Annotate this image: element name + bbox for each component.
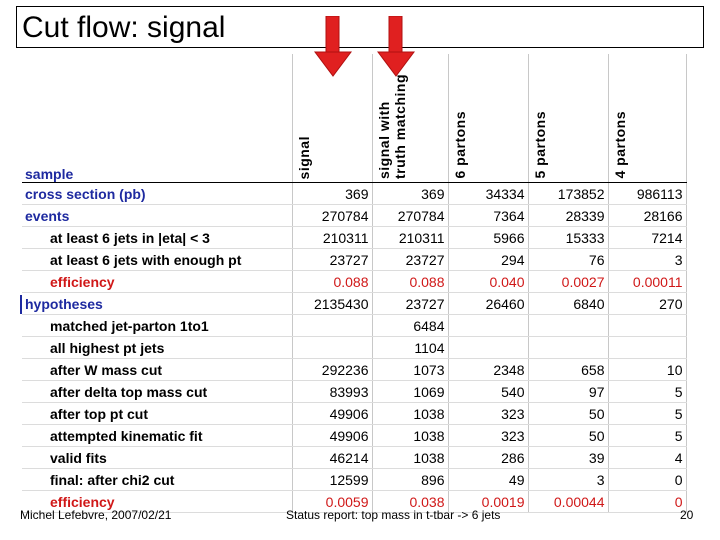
header-row (22, 54, 686, 183)
table-cell (292, 337, 372, 359)
row-label: hypotheses (22, 293, 292, 315)
table-cell: 540 (448, 381, 528, 403)
sample-header-label: sample (25, 166, 74, 182)
table-row (22, 205, 686, 227)
table-cell: 49906 (292, 403, 372, 425)
table-cell: 1038 (372, 447, 448, 469)
row-label: efficiency (22, 491, 292, 513)
table-cell: 0.0059 (292, 491, 372, 513)
row-label: after top pt cut (22, 403, 292, 425)
row-label: after W mass cut (22, 359, 292, 381)
row-label: at least 6 jets with enough pt (22, 249, 292, 271)
table-cell: 23727 (292, 249, 372, 271)
table-row (22, 293, 686, 315)
table-cell (608, 315, 686, 337)
cut-flow-table-container (22, 54, 686, 510)
table-cell: 7214 (608, 227, 686, 249)
table-cell: 270 (608, 293, 686, 315)
table-cell: 50 (528, 403, 608, 425)
table-cell: 173852 (528, 183, 608, 205)
table-cell: 2348 (448, 359, 528, 381)
table-cell: 46214 (292, 447, 372, 469)
table-cell: 369 (292, 183, 372, 205)
table-row (22, 447, 686, 469)
table-cell: 294 (448, 249, 528, 271)
table-cell: 369 (372, 183, 448, 205)
table-cell: 15333 (528, 227, 608, 249)
table-cell: 2135430 (292, 293, 372, 315)
row-label: at least 6 jets in |eta| < 3 (22, 227, 292, 249)
row-label: cross section (pb) (22, 183, 292, 205)
table-row (22, 425, 686, 447)
table-cell: 1038 (372, 403, 448, 425)
row-label: final: after chi2 cut (22, 469, 292, 491)
table-cell: 1069 (372, 381, 448, 403)
table-cell: 49906 (292, 425, 372, 447)
table-cell: 23727 (372, 293, 448, 315)
table-cell: 39 (528, 447, 608, 469)
table-cell: 323 (448, 403, 528, 425)
footer-status: Status report: top mass in t-tbar -> 6 jets (286, 508, 501, 522)
row-label: matched jet-parton 1to1 (22, 315, 292, 337)
table-row (22, 359, 686, 381)
table-cell: 10 (608, 359, 686, 381)
table-cell: 0.0019 (448, 491, 528, 513)
table-cell: 1073 (372, 359, 448, 381)
table-cell: 0.088 (372, 271, 448, 293)
table-cell: 6484 (372, 315, 448, 337)
table-row (22, 403, 686, 425)
table-cell: 0.088 (292, 271, 372, 293)
down-arrow-icon (376, 16, 416, 78)
table-cell: 97 (528, 381, 608, 403)
row-label: attempted kinematic fit (22, 425, 292, 447)
table-cell: 5 (608, 425, 686, 447)
table-cell: 270784 (292, 205, 372, 227)
down-arrow-icon (313, 16, 353, 78)
table-cell: 50 (528, 425, 608, 447)
row-label: efficiency (22, 271, 292, 293)
table-cell: 5 (608, 381, 686, 403)
column-header-4-partons (608, 54, 686, 183)
table-row (22, 227, 686, 249)
table-cell (292, 315, 372, 337)
footer-page-number: 20 (680, 508, 694, 522)
page-title: Cut flow: signal (22, 11, 226, 44)
table-cell: 0.00044 (528, 491, 608, 513)
column-header-6-partons (448, 54, 528, 183)
column-header-label: 6 partons (451, 111, 468, 179)
column-header-label: 5 partons (531, 111, 548, 179)
table-cell: 210311 (292, 227, 372, 249)
table-cell: 0.0027 (528, 271, 608, 293)
table-cell: 5966 (448, 227, 528, 249)
table-cell (528, 337, 608, 359)
table-cell: 76 (528, 249, 608, 271)
table-row (22, 315, 686, 337)
row-label: valid fits (22, 447, 292, 469)
table-cell: 28166 (608, 205, 686, 227)
table-row (22, 381, 686, 403)
column-header-label: 4 partons (611, 111, 628, 179)
table-cell: 1038 (372, 425, 448, 447)
table-cell (448, 315, 528, 337)
table-cell: 3 (528, 469, 608, 491)
table-row (22, 271, 686, 293)
table-cell (528, 315, 608, 337)
table-cell: 286 (448, 447, 528, 469)
table-cell: 986113 (608, 183, 686, 205)
table-cell: 323 (448, 425, 528, 447)
table-cell: 0 (608, 469, 686, 491)
table-cell: 210311 (372, 227, 448, 249)
table-cell: 1104 (372, 337, 448, 359)
row-label: all highest pt jets (22, 337, 292, 359)
table-row (22, 337, 686, 359)
table-row (22, 249, 686, 271)
table-cell: 0 (608, 491, 686, 513)
table-cell: 896 (372, 469, 448, 491)
table-cell: 3 (608, 249, 686, 271)
column-header-label: signal with truth matching (375, 74, 408, 179)
table-row (22, 469, 686, 491)
table-cell: 12599 (292, 469, 372, 491)
table-cell: 5 (608, 403, 686, 425)
table-cell: 6840 (528, 293, 608, 315)
table-row (22, 183, 686, 205)
column-header-label: signal (295, 135, 312, 179)
cut-flow-table-body (22, 54, 686, 513)
table-cell: 0.038 (372, 491, 448, 513)
table-cell: 658 (528, 359, 608, 381)
table-cell: 270784 (372, 205, 448, 227)
cut-flow-table (22, 54, 687, 513)
table-cell: 0.00011 (608, 271, 686, 293)
table-cell (608, 337, 686, 359)
table-cell: 83993 (292, 381, 372, 403)
table-cell: 7364 (448, 205, 528, 227)
table-cell: 292236 (292, 359, 372, 381)
table-cell: 4 (608, 447, 686, 469)
table-cell: 0.040 (448, 271, 528, 293)
table-cell: 23727 (372, 249, 448, 271)
row-label: events (22, 205, 292, 227)
table-cell: 26460 (448, 293, 528, 315)
row-marker (20, 295, 22, 314)
column-header-5-partons (528, 54, 608, 183)
table-cell: 49 (448, 469, 528, 491)
footer-author: Michel Lefebvre, 2007/02/21 (20, 508, 172, 522)
sample-header (22, 54, 292, 183)
table-cell: 34334 (448, 183, 528, 205)
table-cell (448, 337, 528, 359)
row-label: after delta top mass cut (22, 381, 292, 403)
table-cell: 28339 (528, 205, 608, 227)
